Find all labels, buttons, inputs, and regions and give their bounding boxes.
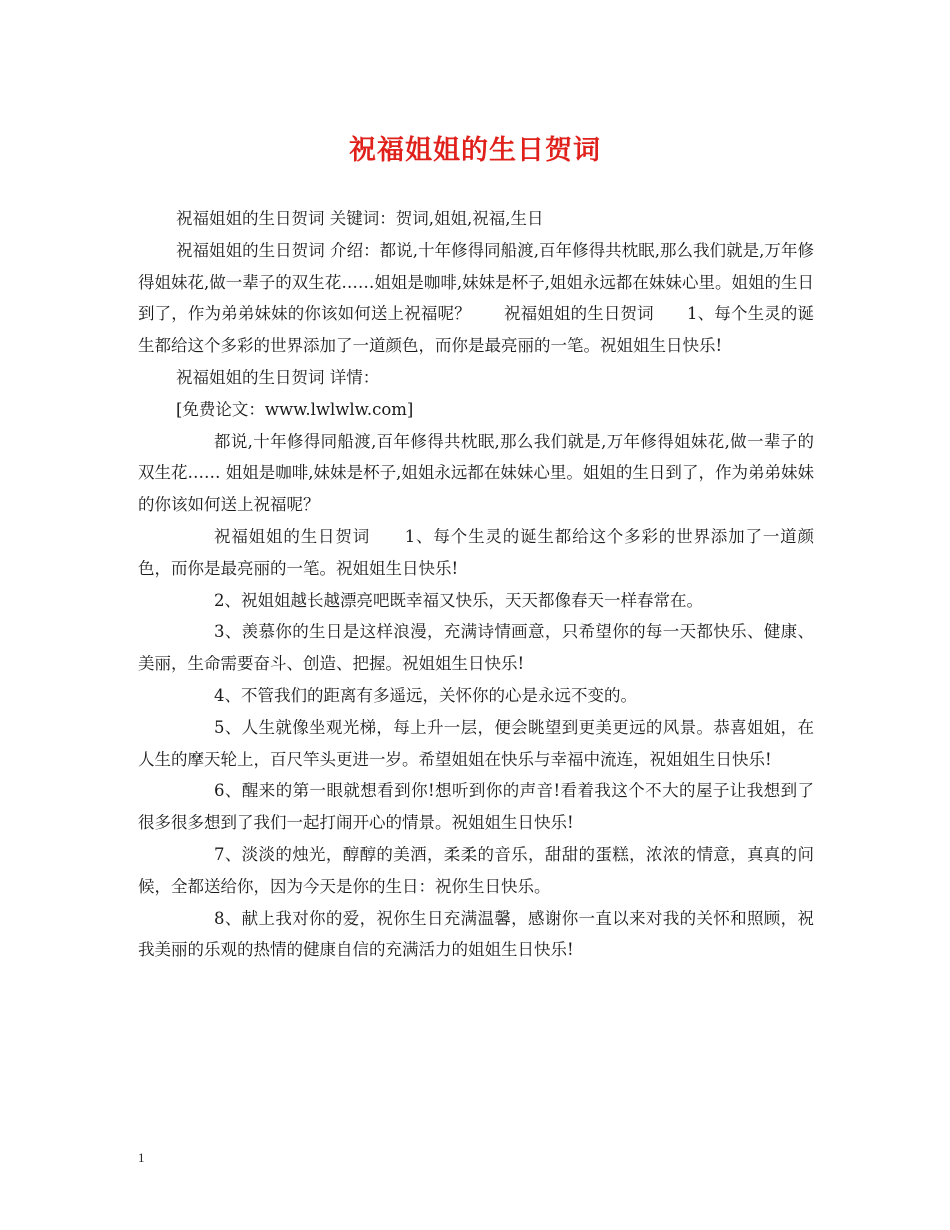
paragraph-intro: 祝福姐姐的生日贺词 介绍：都说,十年修得同船渡,百年修得共枕眠,那么我们就是,万年修得姐妹花,做一辈子的双生花……姐姐是咖啡,妹妹是杯子,姐姐永远都在妹妹心里。姐姐的生日到了，作为弟弟妹妹的你该如何送上祝福呢？ 祝福姐姐的生日贺词 1、每个生灵的诞生都给这个多彩的世界添加了一道颜色，而你是最亮丽的一笔。祝姐姐生日快乐! (138, 240, 814, 356)
document-title: 祝福姐姐的生日贺词 (349, 135, 601, 166)
document-body (138, 203, 814, 966)
wish-item: 3、羡慕你的生日是这样浪漫，充满诗情画意，只希望你的每一天都快乐、健康、美丽，生命需要奋斗、创造、把握。祝姐姐生日快乐! (138, 622, 814, 674)
paragraph-opening: 都说,十年修得同船渡,百年修得共枕眠,那么我们就是,万年修得姐妹花,做一辈子的双生花…… 姐姐是咖啡,妹妹是杯子,姐姐永远都在妹妹心里。姐姐的生日到了，作为弟弟妹妹的你该如何送上祝福呢？ (138, 431, 814, 515)
wish-item: 2、祝姐姐越长越漂亮吧既幸福又快乐，天天都像春天一样春常在。 (214, 590, 703, 610)
paragraph-details-heading: 祝福姐姐的生日贺词 详情： (176, 367, 380, 387)
wish-item: 4、不管我们的距离有多遥远，关怀你的心是永远不变的。 (214, 685, 637, 705)
wish-item: 5、人生就像坐观光梯，每上升一层，便会眺望到更美更远的风景。恭喜姐姐，在人生的摩天轮上，百尺竿头更进一岁。希望姐姐在快乐与幸福中流连，祝姐姐生日快乐! (138, 717, 814, 769)
page-number: 1 (138, 1150, 145, 1165)
wish-item: 8、献上我对你的爱，祝你生日充满温馨，感谢你一直以来对我的关怀和照顾，祝我美丽的乐观的热情的健康自信的充满活力的姐姐生日快乐! (138, 908, 814, 960)
paragraph-source-link: [免费论文：www.lwlwlw.com] (176, 399, 414, 419)
wish-item: 7、淡淡的烛光，醇醇的美酒，柔柔的音乐，甜甜的蛋糕，浓浓的情意，真真的问候，全都送给你，因为今天是你的生日：祝你生日快乐。 (138, 844, 814, 896)
paragraph-keywords: 祝福姐姐的生日贺词 关键词：贺词,姐姐,祝福,生日 (176, 209, 544, 228)
wish-item: 祝福姐姐的生日贺词 1、每个生灵的诞生都给这个多彩的世界添加了一道颜色，而你是最亮丽的一笔。祝姐姐生日快乐! (138, 526, 814, 578)
wish-item: 6、醒来的第一眼就想看到你!想听到你的声音!看着我这个不大的屋子让我想到了很多很多想到了我们一起打闹开心的情景。祝姐姐生日快乐! (138, 781, 814, 833)
